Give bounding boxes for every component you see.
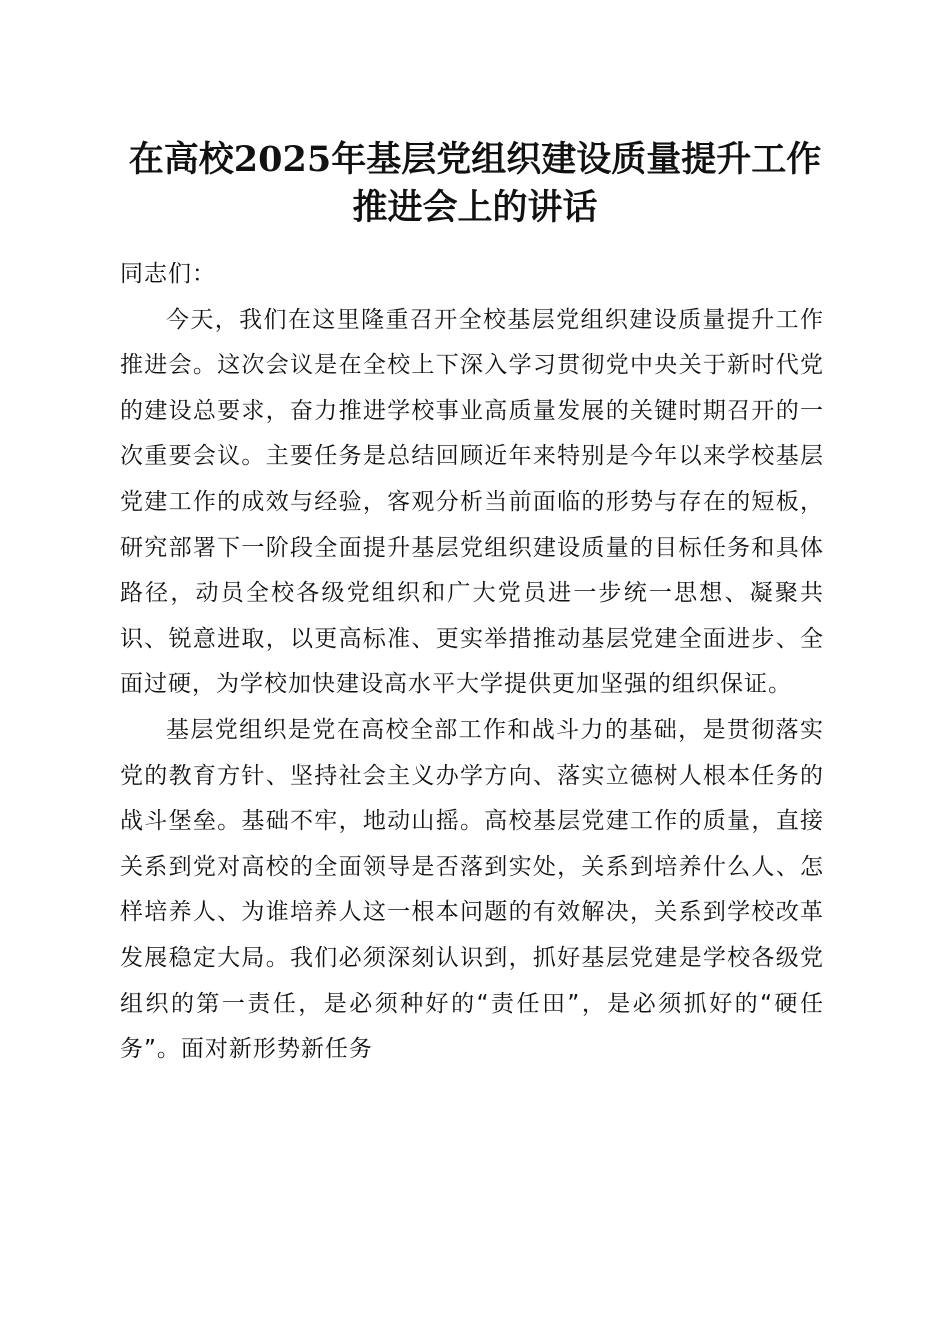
document-title — [100, 136, 850, 232]
title-line-2: 推进会上的讲话 — [352, 187, 598, 228]
salutation: 同志们： — [120, 261, 216, 287]
title-line-1: 在高校2025年基层党组织建设质量提升工作 — [128, 139, 822, 180]
paragraph-2: 基层党组织是党在高校全部工作和战斗力的基础，是贯彻落实党的教育方针、坚持社会主义办学方向、落实立德树人根本任务的战斗堡垒。基础不牢，地动山摇。高校基层党建工作的质量，直接关系到党对高校的全面领导是否落到实处，关系到培养什么人、怎样培养人、为谁培养人这一根本问题的有效解决，关系到学校改革发展稳定大局。我们必须深刻认识到，抓好基层党建是学校各级党组织的第一责任，是必须种好的“责任田”，是必须抓好的“硬任务”。面对新形势新任务 — [120, 716, 824, 1063]
paragraph-1: 今天，我们在这里隆重召开全校基层党组织建设质量提升工作推进会。这次会议是在全校上下深入学习贯彻党中央关于新时代党的建设总要求，奋力推进学校事业高质量发展的关键时期召开的一次重要会议。主要任务是总结回顾近年来特别是今年以来学校基层党建工作的成效与经验，客观分析当前面临的形势与存在的短板，研究部署下一阶段全面提升基层党组织建设质量的目标任务和具体路径，动员全校各级党组织和广大党员进一步统一思想、凝聚共识、锐意进取，以更高标准、更实举措推动基层党建全面进步、全面过硬，为学校加快建设高水平大学提供更加坚强的组织保证。 — [120, 306, 824, 698]
document-body — [120, 252, 824, 1073]
